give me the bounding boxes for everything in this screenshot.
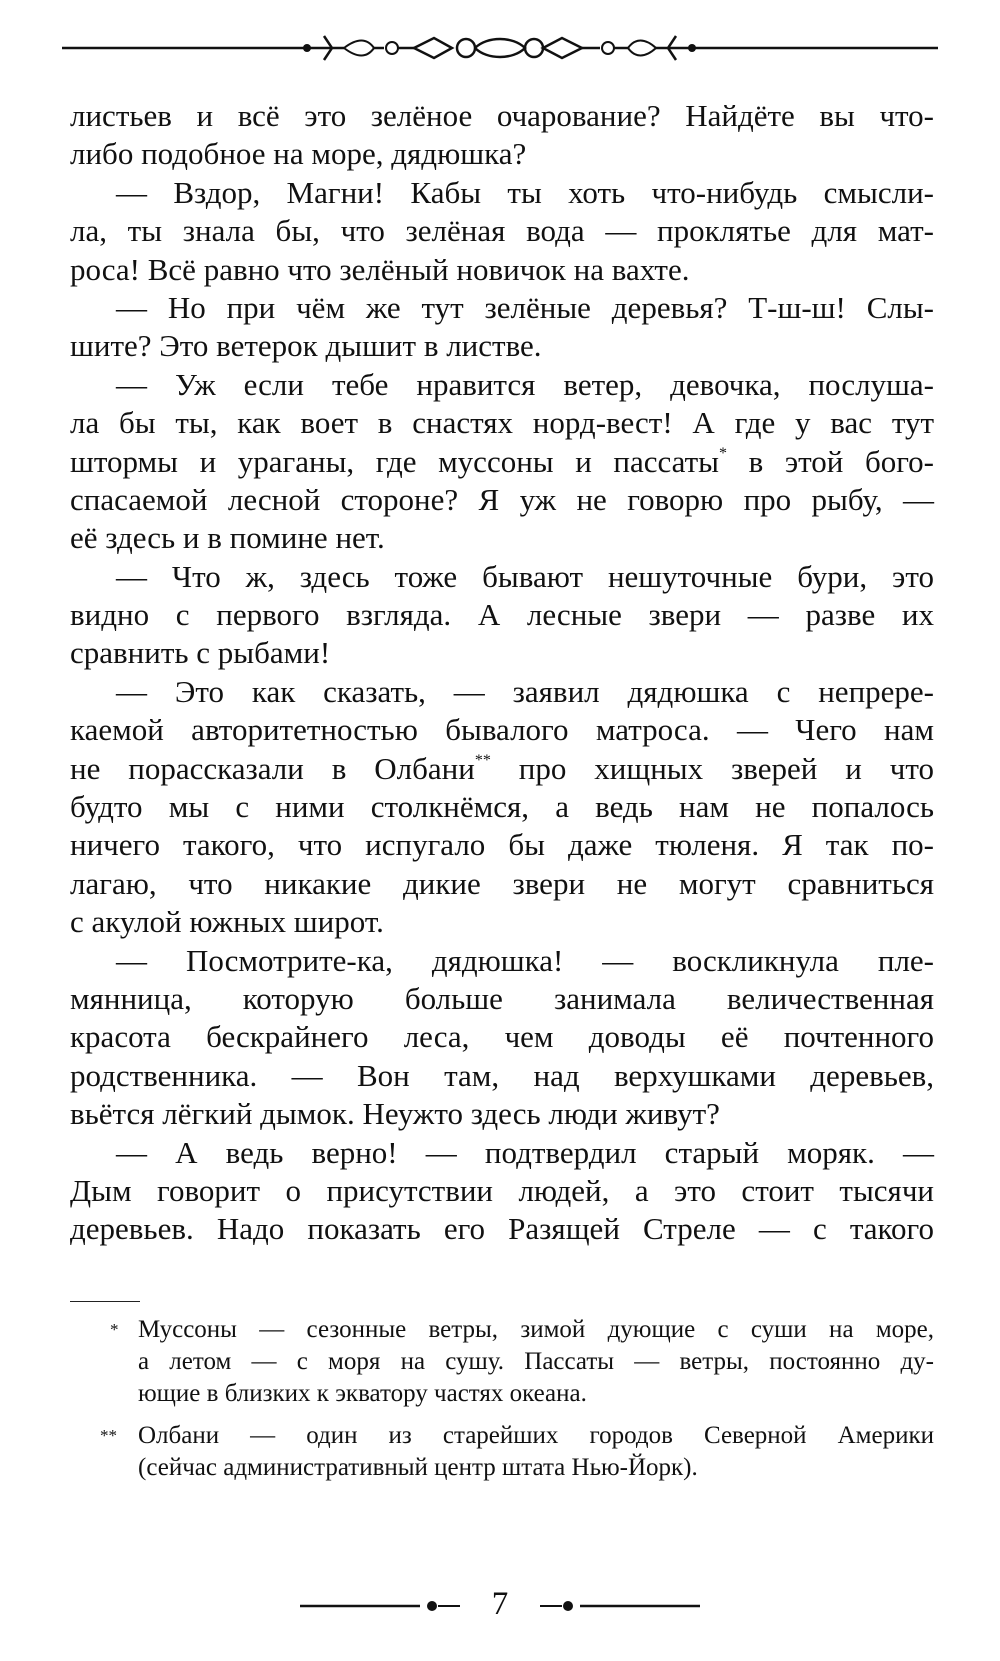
- text-line: красота бескрайнего леса, чем доводы её почтенного: [70, 1019, 934, 1055]
- footnote-line: [70, 1314, 934, 1346]
- text-line: — Посмотрите-ка, дядюшка! — воскликнула пле-: [116, 942, 934, 978]
- page-footer: [300, 1582, 700, 1626]
- text-line: — Что ж, здесь тоже бывают нешуточные бури, это: [116, 558, 934, 594]
- footnote-ref-2: **: [474, 751, 491, 769]
- footnote-line: [70, 1378, 934, 1410]
- text-line: мянница, которую больше занимала величественная: [70, 980, 934, 1016]
- text-line: сравнить с рыбами!: [70, 635, 331, 671]
- footnote-ref-1: *: [719, 444, 727, 462]
- text-line: Дым говорит о присутствии людей, а это стоит тысячи: [70, 1172, 934, 1208]
- footnote-divider: [70, 1301, 140, 1302]
- text-line: — Это как сказать, — заявил дядюшка с непрере-: [116, 673, 934, 709]
- text-line: родственника. — Вон там, над верхушками деревьев,: [70, 1057, 934, 1093]
- text-line: ла бы ты, как воет в снастях норд-вест! А где у вас тут: [70, 405, 934, 441]
- text-line: деревьев. Надо показать его Разящей Стреле — с такого: [70, 1211, 934, 1247]
- text-line: листьев и всё это зелёное очарование? Найдёте вы что-: [70, 98, 934, 133]
- text-line: с акулой южных широт.: [70, 904, 384, 940]
- header-ornament: [62, 28, 938, 68]
- text-line: — А ведь верно! — подтвердил старый моряк. —: [116, 1134, 934, 1170]
- footnote-text: Олбани — один из старейших городов Северной Америки: [138, 1422, 934, 1449]
- text-fragment: не порассказали в Олбани: [70, 750, 475, 786]
- text-line: ничего такого, что испугало бы даже тюленя. Я так по-: [70, 827, 934, 863]
- footnote-text: (сейчас административный центр штата Нью-Йорк).: [138, 1454, 698, 1481]
- text-line: ла, ты знала бы, что зелёная вода — проклятье для мат-: [70, 213, 934, 249]
- text-line: шите? Это ветерок дышит в листве.: [70, 328, 542, 364]
- footnote-text: Муссоны — сезонные ветры, зимой дующие с суши на море,: [138, 1316, 934, 1343]
- text-line: [70, 750, 934, 788]
- text-line: либо подобное на море, дядюшка?: [70, 136, 527, 172]
- text-line: вьётся лёгкий дымок. Неужто здесь люди живут?: [70, 1096, 720, 1132]
- text-fragment: в этой бого-: [727, 443, 935, 479]
- footnote-line: [70, 1346, 934, 1378]
- footnote-text: а летом — с моря на сушу. Пассаты — ветры, постоянно ду-: [138, 1348, 934, 1375]
- text-line: [70, 443, 934, 481]
- page-number: 7: [491, 1586, 509, 1622]
- text-line: будто мы с ними столкнёмся, а ведь нам не попалось: [70, 789, 934, 825]
- text-line: — Уж если тебе нравится ветер, девочка, послуша-: [116, 366, 934, 402]
- text-line: лагаю, что никакие дикие звери не могут сравниться: [70, 865, 934, 901]
- footnote-mark: **: [100, 1426, 117, 1445]
- text-line: спасаемой лесной стороне? Я уж не говорю про рыбу, —: [70, 481, 934, 517]
- text-line: роса! Всё равно что зелёный новичок на вахте.: [70, 251, 690, 287]
- footnote-mark: *: [110, 1320, 119, 1339]
- footnote-text: ющие в близких к экватору частях океана.: [138, 1380, 587, 1407]
- footnotes: [70, 1314, 934, 1484]
- text-line: её здесь и в помине нет.: [70, 520, 385, 556]
- text-fragment: штормы и ураганы, где муссоны и пассаты: [70, 443, 719, 479]
- text-fragment: про хищных зверей и что: [490, 750, 934, 786]
- footnote-line: [70, 1452, 934, 1484]
- text-line: каемой авторитетностью бывалого матроса. — Чего нам: [70, 712, 934, 748]
- text-line: — Вздор, Магни! Кабы ты хоть что-нибудь смысли-: [116, 174, 934, 210]
- text-line: — Но при чём же тут зелёные деревья? Т-ш-ш! Слы-: [116, 289, 934, 325]
- main-text: [70, 97, 934, 1249]
- text-line: видно с первого взгляда. А лесные звери — разве их: [70, 597, 934, 633]
- footnote-line: [70, 1420, 934, 1452]
